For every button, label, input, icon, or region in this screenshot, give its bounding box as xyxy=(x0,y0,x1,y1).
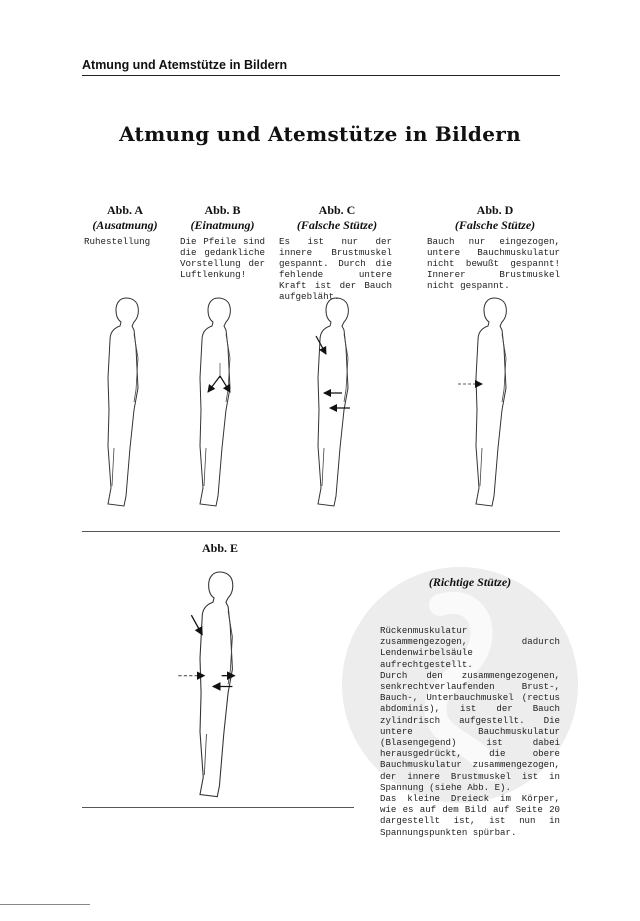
figure-b-caption: Die Pfeile sind die gedankliche Vorstellung der Luftlenkung! xyxy=(180,236,265,280)
running-head: Atmung und Atemstütze in Bildern xyxy=(82,58,288,72)
page-title: Atmung und Atemstütze in Bildern xyxy=(119,122,521,146)
figure-d-label: Abb. D xyxy=(476,203,514,217)
figure-b-subtitle: (Einatmung) xyxy=(190,218,255,232)
figure-e-paragraph-1: Rückenmuskulatur zusammengezogen, dadurch Lendenwirbelsäule aufrechtgestellt. xyxy=(380,625,560,670)
section-divider xyxy=(82,531,560,532)
figure-d-subtitle: (Falsche Stütze) xyxy=(454,218,536,232)
figure-d-drawing xyxy=(458,298,506,506)
figure-e-description xyxy=(380,625,560,838)
footer-rule xyxy=(0,904,90,905)
figure-a-drawing xyxy=(108,298,138,506)
figure-a-label: Abb. A xyxy=(106,203,144,217)
figure-b-drawing xyxy=(200,298,230,506)
figure-c-drawing xyxy=(316,298,350,506)
figure-e-paragraph-2: Durch den zusammengezogenen, senkrechtverlaufenden Brust-, Bauch-, Unterbauchmuskel (rectus abdominis), ist der Bauch zylindrisch aufgestellt. Die untere Bauchmuskulatur (Blasengegend) ist dabei herausgedrückt, die obere Bauchmuskulatur zusammengezogen, der innere Brustmuskel ist in Spannung (siehe Abb. E). xyxy=(380,669,560,793)
figure-e-drawing xyxy=(178,572,234,797)
figure-e-rule xyxy=(82,807,354,808)
figure-e-subtitle: (Richtige Stütze) xyxy=(428,575,512,589)
figure-c-subtitle: (Falsche Stütze) xyxy=(296,218,378,232)
figure-b-label: Abb. B xyxy=(204,203,241,217)
figure-c-caption: Es ist nur der innere Brustmuskel gespannt. Durch die fehlende untere Kraft ist der Bauch aufgebläht. xyxy=(279,236,392,302)
figure-a-subtitle: (Ausatmung) xyxy=(92,218,158,232)
figure-e-label: Abb. E xyxy=(201,541,239,555)
figure-a-caption: Ruhestellung xyxy=(84,236,151,247)
figure-e-paragraph-3: Das kleine Dreieck im Körper, wie es auf dem Bild auf Seite 20 dargestellt ist, ist nun in Spannungspunkten spürbar. xyxy=(380,793,560,838)
figure-d-caption: Bauch nur eingezogen, untere Bauchmuskulatur nicht bewußt gespannt! Innerer Brustmuskel nicht gespannt. xyxy=(427,236,560,291)
figure-c-label: Abb. C xyxy=(318,203,356,217)
